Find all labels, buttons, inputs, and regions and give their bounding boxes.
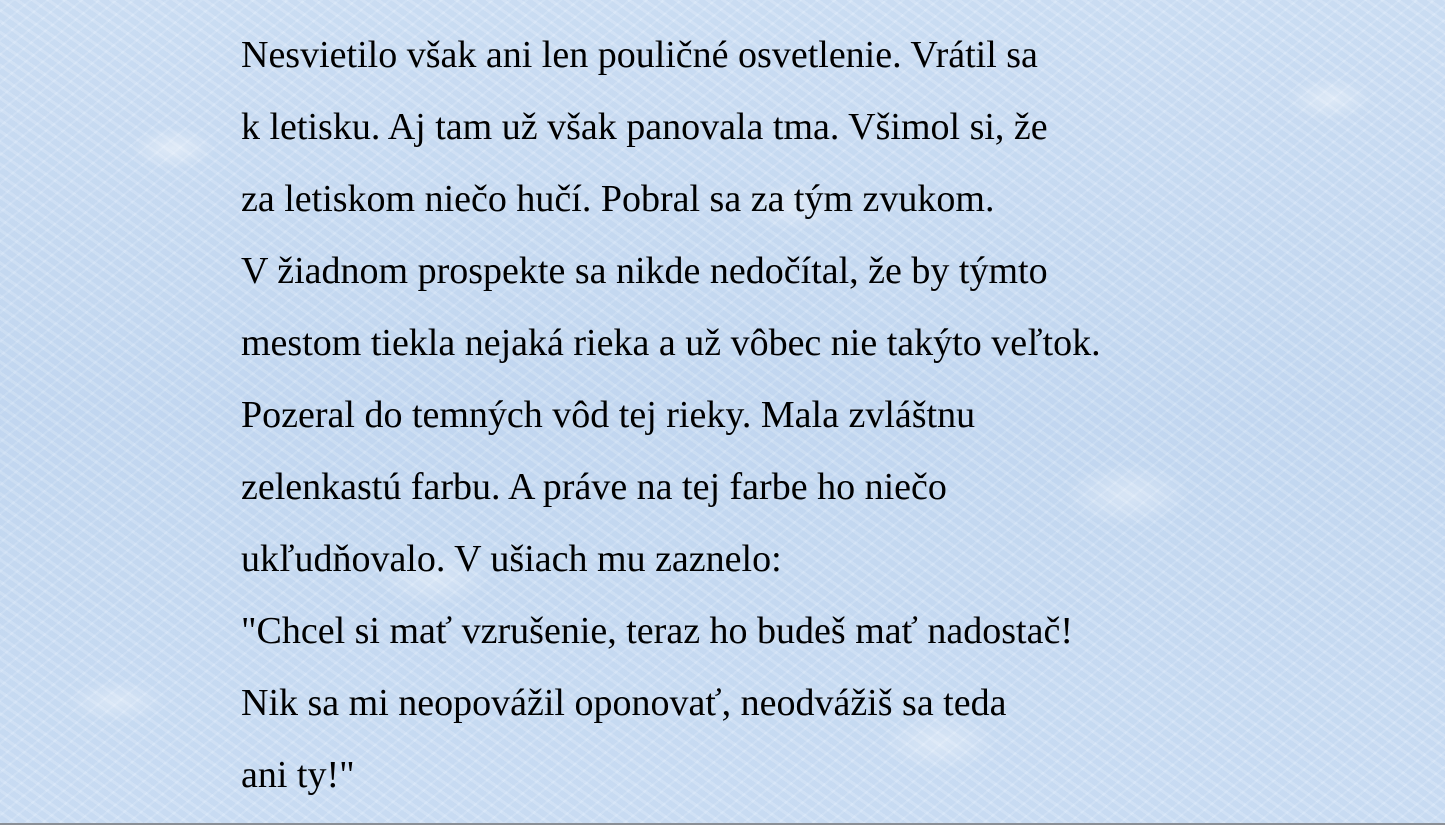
text-line: ani ty!" [241,754,355,796]
text-line: mestom tiekla nejaká rieka a už vôbec nie takýto veľtok. [241,322,1101,364]
text-line: za letiskom niečo hučí. Pobral sa za tým zvukom. [241,178,995,220]
text-line: Nesvietilo však ani len pouličné osvetlenie. Vrátil sa [241,34,1038,76]
story-text [241,30,1241,822]
text-line: "Chcel si mať vzrušenie, teraz ho budeš mať nadostač! [241,610,1073,652]
text-line: Pozeral do temných vôd tej rieky. Mala zvláštnu [241,394,976,436]
text-line: zelenkastú farbu. A práve na tej farbe ho niečo [241,466,947,508]
text-line: k letisku. Aj tam už však panovala tma. Všimol si, že [241,106,1048,148]
text-line: ukľudňovalo. V ušiach mu zaznelo: [241,538,782,580]
text-line: Nik sa mi neopovážil oponovať, neodvážiš sa teda [241,682,1007,724]
text-line: V žiadnom prospekte sa nikde nedočítal, že by týmto [241,250,1048,292]
